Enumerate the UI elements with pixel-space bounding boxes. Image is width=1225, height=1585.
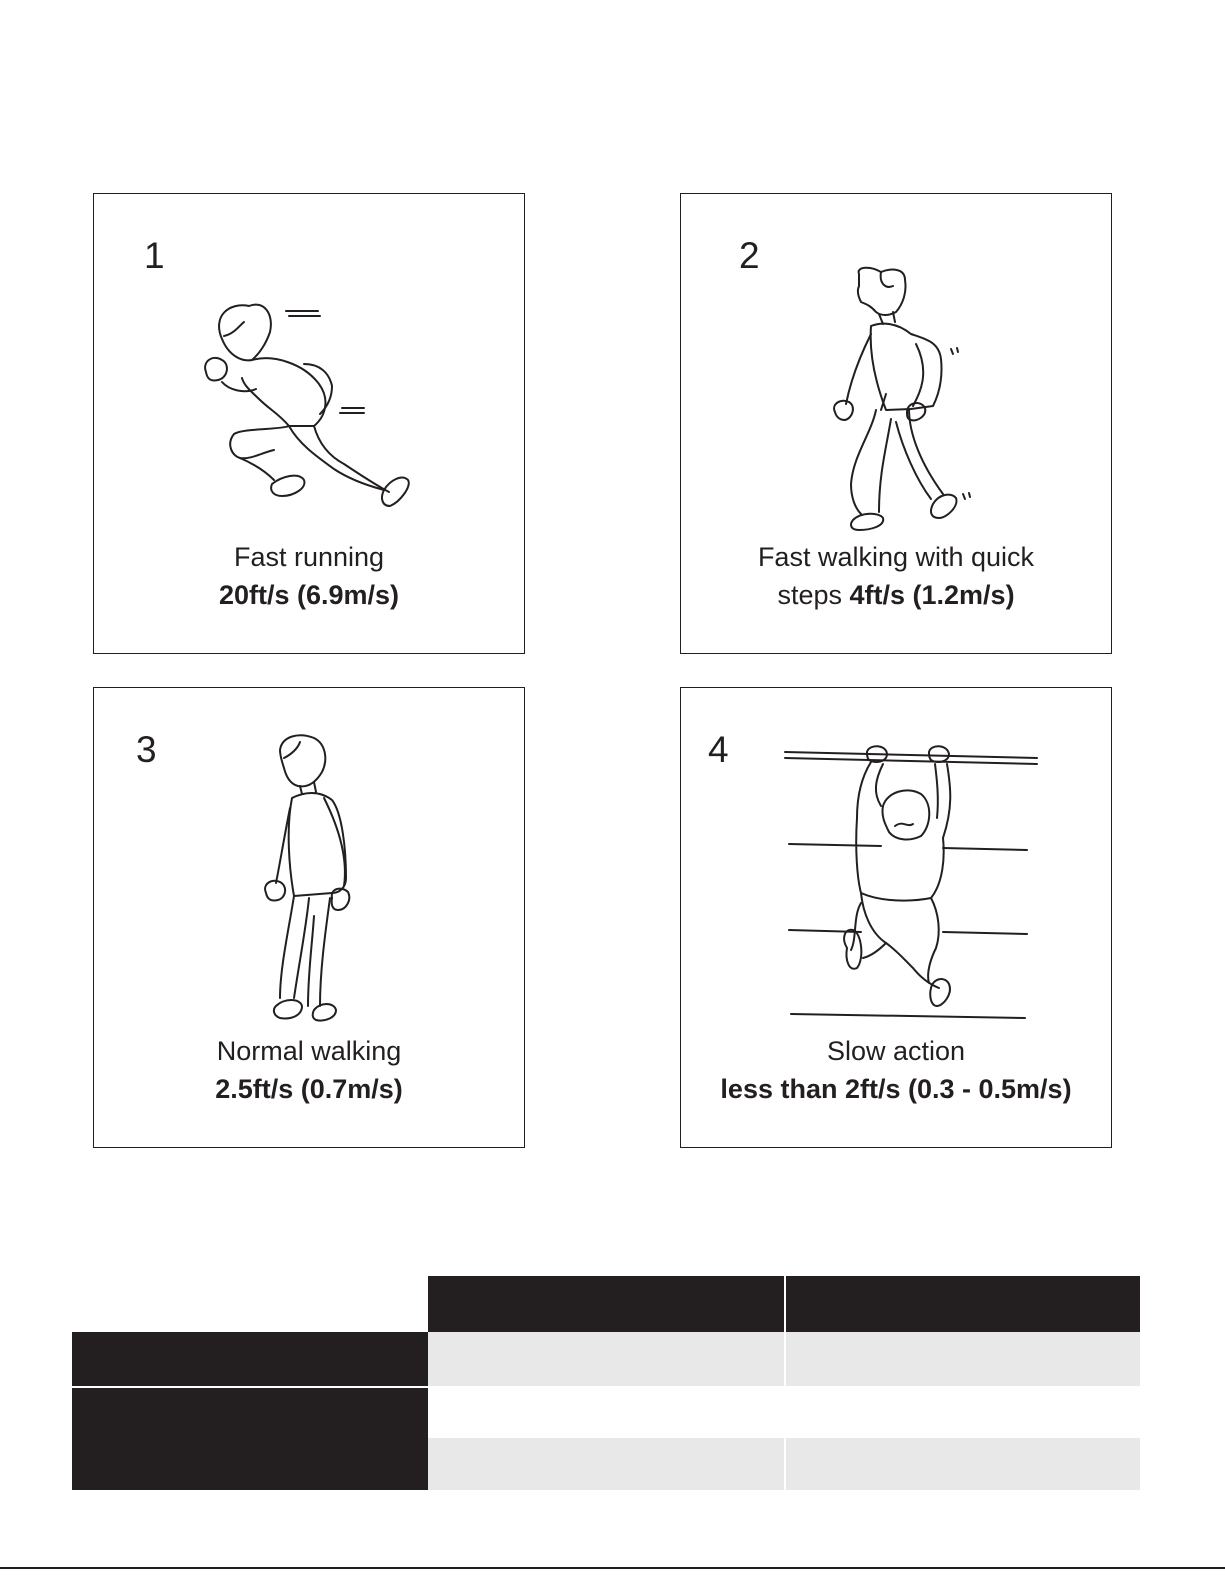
caption-title: Normal walking xyxy=(216,1036,402,1066)
table-divider xyxy=(784,1276,786,1490)
caption-speed: 20ft/s (6.9m/s) xyxy=(218,580,400,610)
panel-fast-running xyxy=(93,193,525,654)
caption-line2 xyxy=(681,576,1111,614)
caption-speed: 4ft/s (1.2m/s) xyxy=(849,580,1015,610)
table-header-cell xyxy=(428,1276,784,1332)
table-row-header xyxy=(72,1332,428,1386)
bottom-rule xyxy=(0,1567,1225,1569)
caption xyxy=(94,1032,524,1108)
caption-speed: less than 2ft/s (0.3 - 0.5m/s) xyxy=(720,1074,1072,1104)
caption-title: Fast walking with quick xyxy=(757,542,1035,572)
caption xyxy=(681,1032,1111,1108)
table-header-cell xyxy=(786,1276,1140,1332)
panel-normal-walking xyxy=(93,687,525,1148)
caption-title-2: steps xyxy=(777,580,842,610)
caption xyxy=(681,538,1111,614)
table-cell xyxy=(786,1438,1140,1490)
table-row-header xyxy=(72,1388,428,1490)
panel-fast-walking xyxy=(680,193,1112,654)
caption-speed: 2.5ft/s (0.7m/s) xyxy=(215,1074,403,1104)
caption-title: Fast running xyxy=(233,542,385,572)
panel-number: 1 xyxy=(144,235,165,276)
table-cell xyxy=(786,1388,1140,1438)
table-cell xyxy=(428,1388,784,1438)
panel-number: 3 xyxy=(136,729,157,770)
table-cell xyxy=(428,1438,784,1490)
panel-number: 4 xyxy=(708,729,729,770)
caption-title: Slow action xyxy=(826,1036,966,1066)
panel-slow-action xyxy=(680,687,1112,1148)
table-cell xyxy=(786,1332,1140,1386)
table-cell xyxy=(428,1332,784,1386)
caption xyxy=(94,538,524,614)
panel-number: 2 xyxy=(739,235,760,276)
table-divider xyxy=(72,1386,428,1388)
